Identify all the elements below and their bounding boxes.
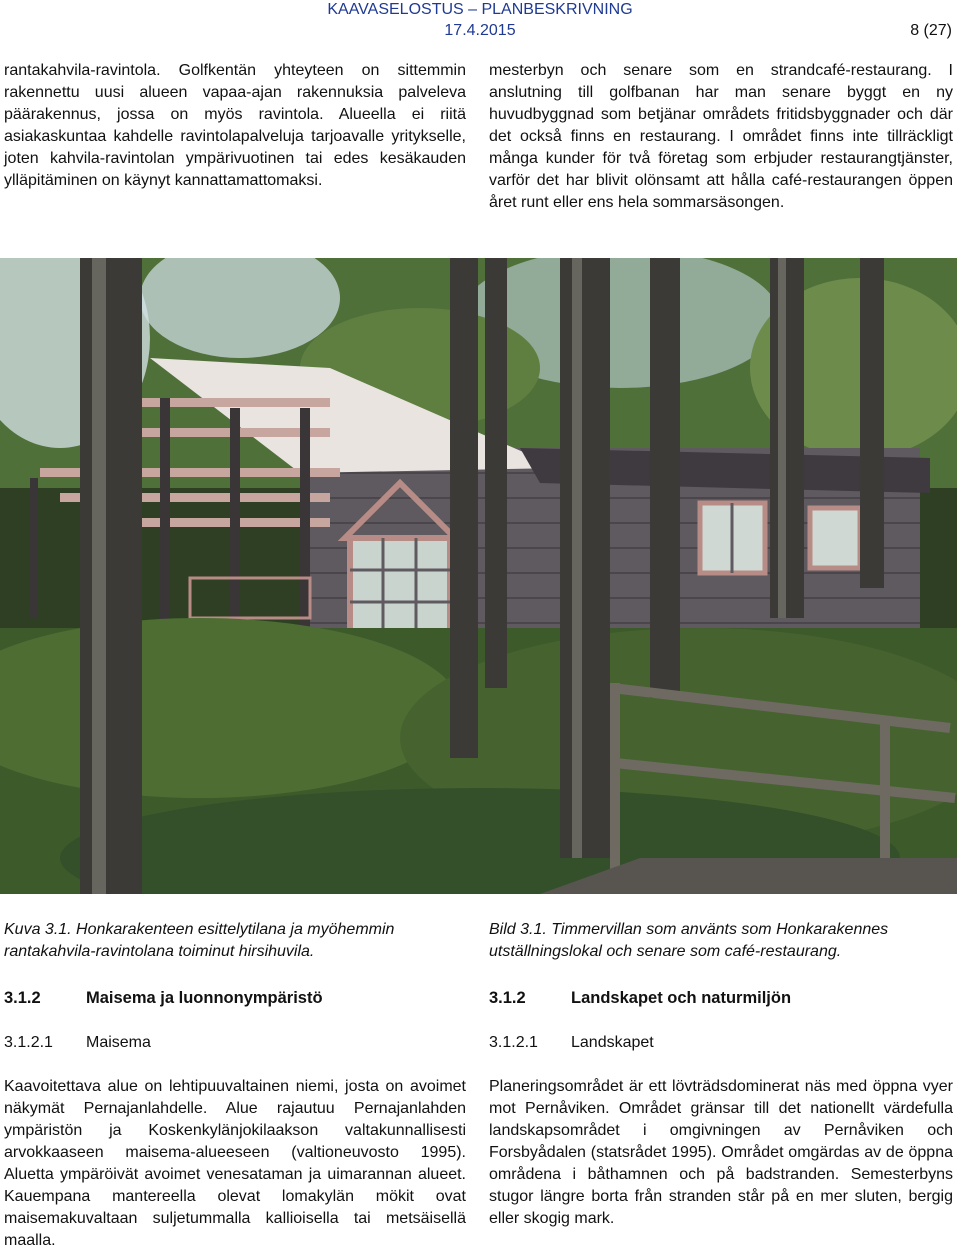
- section-number-sv: 3.1.2: [489, 989, 526, 1007]
- page-number: 8 (27): [910, 22, 952, 39]
- photo-caption-fi: Kuva 3.1. Honkarakenteen esittelytilana ja myöhemmin rantakahvila-ravintolana toiminut hirsihuvila.: [4, 921, 395, 960]
- section-heading-fi: [4, 987, 466, 1009]
- photo-log-cabin-among-trees-icon: [0, 258, 957, 894]
- subsection-heading-sv: [489, 1032, 953, 1054]
- subsection-number-sv: 3.1.2.1: [489, 1034, 538, 1051]
- section-body-sv: Planeringsområdet är ett lövträdsdominerat näs med öppna vyer mot Pernåviken. Området gränsar till det nationellt värdefulla landskapsområdet i omgivningen av Pernåviken och Forsbyådalen (statsrådet 1995). Området omgärdas av de öppna områdena i båthamnen och på badstranden. Semesterbyns stugor längre borta från stranden står på en mer sluten, bergig eller skogig mark.: [489, 1078, 953, 1227]
- subsection-number-fi: 3.1.2.1: [4, 1034, 53, 1051]
- intro-text-sv: mesterbyn och senare som en strandcafé-restaurang. I anslutning till golfbanan har man senare byggt en ny huvudbyggnad som betjänar områdets fritidsbyggnader och där det också finns en restaurang. I området finns inte tillräckligt många kunder för två företag som erbjuder restaurangtjänster, varför det har blivit olönsamt att hålla café-restaurangen öppen året runt eller ens hela sommarsäsongen.: [489, 62, 953, 211]
- section-heading-sv: [489, 987, 953, 1009]
- subsection-heading-fi: [4, 1032, 466, 1054]
- document-date: 17.4.2015: [444, 22, 516, 39]
- intro-text-fi: rantakahvila-ravintola. Golfkentän yhteyteen on sittemmin rakennettu uusi alueen vapaa-ajan rakennuksia palveleva päärakennus, jossa on myös ravintola. Alueella ei riitä asiakaskuntaa kahdelle ravintolapalveluja tarjoavalle yritykselle, joten kahvila-ravintolan ympärivuotinen tai edes kesäkauden ylläpitäminen on käynyt kannattamattomaksi.: [4, 62, 466, 189]
- document-header-title: KAAVASELOSTUS – PLANBESKRIVNING: [327, 1, 633, 18]
- subsection-title-sv: Landskapet: [571, 1034, 654, 1051]
- photo-log-cabin: [0, 258, 957, 894]
- photo-caption-sv: Bild 3.1. Timmervillan som använts som Honkarakennes utställningslokal och senare som café-restaurang.: [489, 921, 889, 960]
- section-title-sv: Landskapet och naturmiljön: [571, 989, 792, 1007]
- subsection-title-fi: Maisema: [86, 1034, 151, 1051]
- section-number-fi: 3.1.2: [4, 989, 41, 1007]
- section-title-fi: Maisema ja luonnonympäristö: [86, 989, 323, 1007]
- section-body-fi: Kaavoitettava alue on lehtipuuvaltainen niemi, josta on avoimet näkymät Pernajanlahdelle. Alue rajautuu Pernajanlahden ympäristön ja Koskenkylänjokilaakson valtakunnallisesti arvokkaaseen maisema-alueeseen (valtioneuvosto 1995). Aluetta ympäröivät avoimet venesataman ja uimarannan alueet. Kauempana mantereella olevat lomakylän mökit ovat maisemakuvaltaan suljetummalla kallioisella tai metsäisellä maalla.: [4, 1078, 466, 1249]
